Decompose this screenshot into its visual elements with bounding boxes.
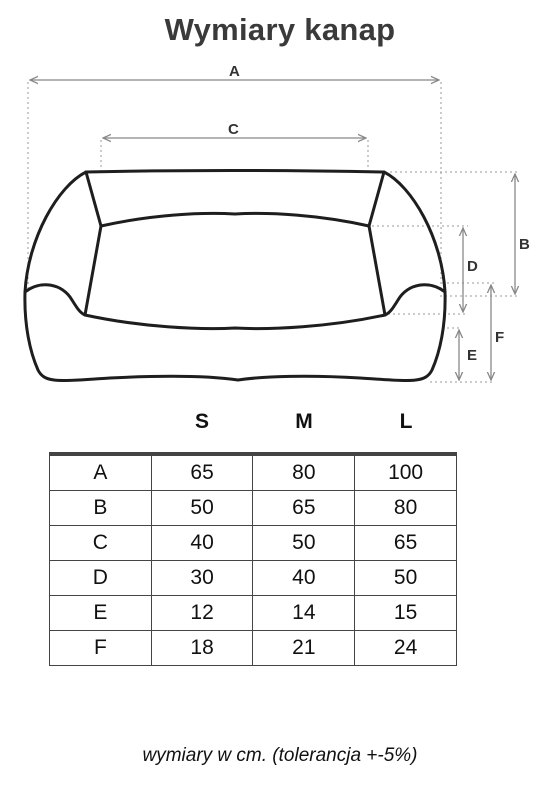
dimensions-footnote: wymiary w cm. (tolerancja +-5%)	[142, 745, 418, 766]
table-cell: 18	[151, 631, 253, 666]
dimensions-table	[49, 452, 457, 666]
table-cell: 65	[151, 454, 253, 491]
page-title: Wymiary kanap	[164, 12, 396, 47]
table-row	[50, 454, 457, 491]
table-cell: 30	[151, 561, 253, 596]
sofa-outline	[25, 171, 445, 381]
label-e: E	[467, 347, 478, 364]
table-row	[50, 491, 457, 526]
label-a: A	[229, 63, 240, 80]
table-row	[50, 596, 457, 631]
size-header-s: S	[194, 410, 209, 433]
table-cell: 15	[355, 596, 457, 631]
table-cell: 40	[151, 526, 253, 561]
table-cell: 50	[151, 491, 253, 526]
table-cell: 40	[253, 561, 355, 596]
row-label: F	[50, 631, 152, 666]
row-label: A	[50, 454, 152, 491]
table-cell: 50	[253, 526, 355, 561]
table-cell: 80	[355, 491, 457, 526]
size-header-l: L	[399, 410, 413, 433]
table-cell: 14	[253, 596, 355, 631]
table-cell: 12	[151, 596, 253, 631]
table-cell: 21	[253, 631, 355, 666]
table-cell: 100	[355, 454, 457, 491]
table-cell: 50	[355, 561, 457, 596]
size-header-m: M	[295, 410, 313, 433]
row-label: D	[50, 561, 152, 596]
table-row	[50, 631, 457, 666]
label-b: B	[519, 236, 530, 253]
label-d: D	[467, 258, 478, 275]
row-label: E	[50, 596, 152, 631]
table-cell: 24	[355, 631, 457, 666]
label-c: C	[228, 121, 239, 138]
table-row	[50, 561, 457, 596]
extension-lines	[28, 82, 520, 382]
table-cell: 65	[355, 526, 457, 561]
table-cell: 80	[253, 454, 355, 491]
sofa-dimension-diagram	[0, 0, 560, 400]
label-f: F	[495, 329, 505, 346]
table-cell: 65	[253, 491, 355, 526]
table-row	[50, 526, 457, 561]
row-label: B	[50, 491, 152, 526]
row-label: C	[50, 526, 152, 561]
